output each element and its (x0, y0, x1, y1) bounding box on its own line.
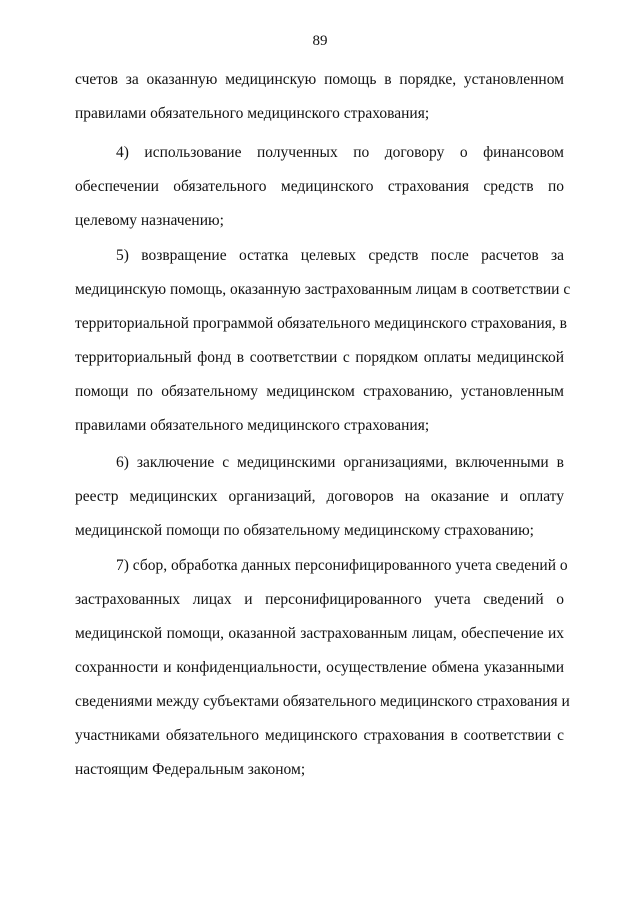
text-line: территориальной программой обязательного медицинского страхования, в (75, 315, 567, 332)
text-line: целевому назначению; (75, 212, 224, 229)
text-line: сохранности и конфиденциальности, осуществление обмена указанными (75, 659, 564, 676)
text-line: счетов за оказанную медицинскую помощь в порядке, установленном (75, 71, 564, 88)
list-item-6 (75, 453, 564, 541)
paragraph-continuation (75, 70, 564, 124)
text-line: медицинской помощи, оказанной застрахованным лицам, обеспечение их (75, 625, 564, 642)
text-line: правилами обязательного медицинского страхования; (75, 105, 430, 122)
text-line: сведениями между субъектами обязательного медицинского страхования и (75, 693, 570, 710)
text-line: 6) заключение с медицинскими организациями, включенными в (116, 454, 564, 471)
list-item-7 (75, 556, 570, 780)
text-line: помощи по обязательному медицинском страхованию, установленным (75, 383, 564, 400)
text-line: участниками обязательного медицинского страхования в соответствии с (75, 727, 564, 744)
text-line: обеспечении обязательного медицинского страхования средств по (75, 178, 564, 195)
text-line: реестр медицинских организаций, договоров на оказание и оплату (75, 488, 564, 505)
text-line: застрахованных лицах и персонифицированного учета сведений о (75, 591, 564, 608)
text-line: 4) использование полученных по договору о финансовом (116, 144, 564, 161)
text-line: медицинскую помощь, оказанную застрахованным лицам в соответствии с (75, 281, 571, 298)
list-item-5 (75, 246, 571, 436)
text-line: территориальный фонд в соответствии с порядком оплаты медицинской (75, 349, 564, 366)
list-item-4 (75, 143, 564, 231)
text-line: правилами обязательного медицинского страхования; (75, 417, 430, 434)
text-line: 7) сбор, обработка данных персонифицированного учета сведений о (116, 557, 568, 574)
text-line: медицинской помощи по обязательному медицинскому страхованию; (75, 522, 534, 539)
page-number: 89 (312, 33, 328, 49)
text-line: 5) возвращение остатка целевых средств после расчетов за (116, 247, 564, 264)
text-line: настоящим Федеральным законом; (75, 761, 306, 778)
